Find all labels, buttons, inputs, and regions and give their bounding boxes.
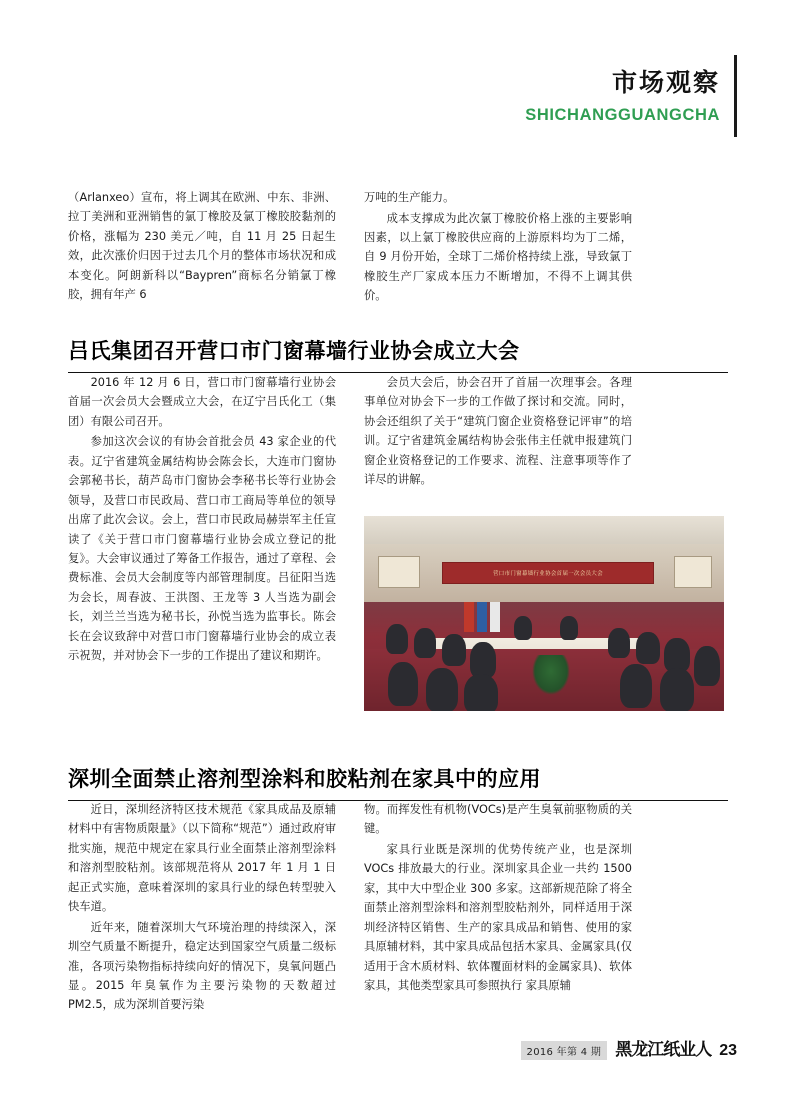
photo-person: [388, 662, 418, 706]
photo-wall-frame: [378, 556, 420, 588]
flag-red: [464, 602, 474, 632]
paragraph: 近日，深圳经济特区技术规范《家具成品及原辅材料中有害物质限量》（以下简称“规范”）通过政府审批实施，规范中规定在家具行业全面禁止溶剂型涂料和溶剂型胶粘剂。该部规范将从 2017 年 1 月 1 日起正式实施，意味着深圳的家具行业的绿色转型驶入快车道。: [68, 803, 336, 914]
photo-person: [664, 638, 690, 672]
photo-person: [414, 628, 436, 658]
photo-person: [464, 674, 498, 711]
photo-ceiling: [364, 516, 724, 546]
article3-left-column: [68, 800, 336, 1016]
photo-person: [694, 646, 720, 686]
paragraph: 万吨的生产能力。: [364, 191, 455, 204]
photo-person: [470, 642, 496, 678]
photo-banner-text: 营口市门窗幕墙行业协会首届一次会员大会: [442, 562, 654, 584]
photo-wall-frame: [674, 556, 712, 588]
paragraph: 近年来，随着深圳大气环境治理的持续深入，深圳空气质量不断提升，稳定达到国家空气质量二级标准，各项污染物指标持续向好的情况下，臭氧问题凸显。2015 年臭氧作为主要污染物的天数超过 PM2.5，成为深圳首要污染: [68, 920, 336, 1012]
photo-person: [636, 632, 660, 664]
paragraph: 参加这次会议的有协会首批会员 43 家企业的代表。辽宁省建筑金属结构协会陈会长，大连市门窗协会郭秘书长，葫芦岛市门窗协会李秘书长等行业协会领导，及营口市民政局、营口市工商局等单位的领导出席了此次会议。会上，营口市民政局赫崇军主任宣读了《关于营口市门窗幕墙行业协会成立登记的批复》。大会审议通过了筹备工作报告，通过了章程、会费标准、会员大会制度等内部管理制度。吕征阳当选为会长，周春波、王洪图、王龙等 3 人当选为副会长，刘兰兰当选为秘书长，孙悦当选为监事长。陈会长在会议致辞中对营口市门窗幕墙行业协会的成立表示祝贺，并对协会下一步的工作提出了建议和期许。: [68, 435, 336, 663]
photo-person: [560, 616, 578, 640]
article1-right-column: [364, 188, 632, 307]
header-divider-rule: [734, 55, 737, 137]
photo-person: [514, 616, 532, 640]
paragraph: 成本支撑成为此次氯丁橡胶价格上涨的主要影响因素，以上氯丁橡胶供应商的上游原料均为丁二烯，自 9 月份开始，全球丁二烯价格持续上涨，导致氯丁橡胶生产厂家成本压力不断增加，不得不上调其供价。: [364, 211, 632, 303]
photo-plant: [532, 655, 570, 695]
page-header: [525, 55, 737, 137]
flag-blue: [477, 602, 487, 632]
article2-headline: 吕氏集团召开营口市门窗幕墙行业协会成立大会: [68, 335, 728, 373]
photo-person: [660, 668, 694, 711]
article1-left-column: [68, 188, 336, 306]
paragraph: （Arlanxeo）宣布，将上调其在欧洲、中东、非洲、拉丁美洲和亚洲销售的氯丁橡胶及氯丁橡胶胶黏剂的价格，涨幅为 230 美元／吨，自 11 月 25 日起生效，此次涨价归因于过去几个月的整体市场状况和成本变化。阿朗新科以“Baypren”商标名分销氯丁橡胶，拥有年产 6: [68, 191, 336, 302]
page-number: 23: [719, 1042, 737, 1059]
article3-right-column: [364, 800, 632, 996]
paragraph: 家具行业既是深圳的优势传统产业，也是深圳 VOCs 排放最大的行业。深圳家具企业一共约 1500 家，其中大中型企业 300 多家。这部新规范除了将全面禁止溶剂型涂料和溶剂型胶粘剂外，同样适用于深圳经济特区销售、生产的家具成品和销售、使用的家具原辅材料，其中家具成品包括木家具、金属家具(仅适用于含木质材料、软体覆面材料的金属家具)、软体家具，其他类型家具可参照执行 家具原辅: [364, 842, 632, 992]
page-title: 市场观察: [611, 68, 720, 98]
article3-headline: 深圳全面禁止溶剂型涂料和胶粘剂在家具中的应用: [68, 763, 728, 801]
paragraph: 会员大会后，协会召开了首届一次理事会。各理事单位对协会下一步的工作做了探讨和交流。同时，协会还组织了关于“建筑门窗企业资格登记评审”的培训。辽宁省建筑金属结构协会张伟主任就申报建筑门窗企业资格登记的工作要求、流程、注意事项等作了详尽的讲解。: [364, 376, 632, 487]
article2-photo: [364, 516, 724, 711]
header-title-block: [525, 55, 734, 137]
photo-flags: [464, 602, 518, 636]
photo-person: [608, 628, 630, 658]
article2-left-column: [68, 373, 336, 667]
issue-label: 2016 年第 4 期: [521, 1041, 608, 1060]
photo-person: [426, 668, 458, 711]
magazine-logo: 黑龙江纸业人: [615, 1040, 712, 1060]
photo-person: [620, 664, 652, 708]
page-footer: [521, 1041, 737, 1060]
paragraph: 物。而挥发性有机物(VOCs)是产生臭氧前驱物质的关键。: [364, 803, 632, 836]
flag-white: [490, 602, 500, 632]
photo-person: [442, 634, 466, 666]
article2-right-column: [364, 373, 632, 491]
photo-person: [386, 624, 408, 654]
page-title-pinyin: SHICHANGGUANGCHA: [525, 105, 720, 124]
paragraph: 2016 年 12 月 6 日，营口市门窗幕墙行业协会首届一次会员大会暨成立大会，在辽宁吕氏化工（集团）有限公司召开。: [68, 376, 336, 428]
